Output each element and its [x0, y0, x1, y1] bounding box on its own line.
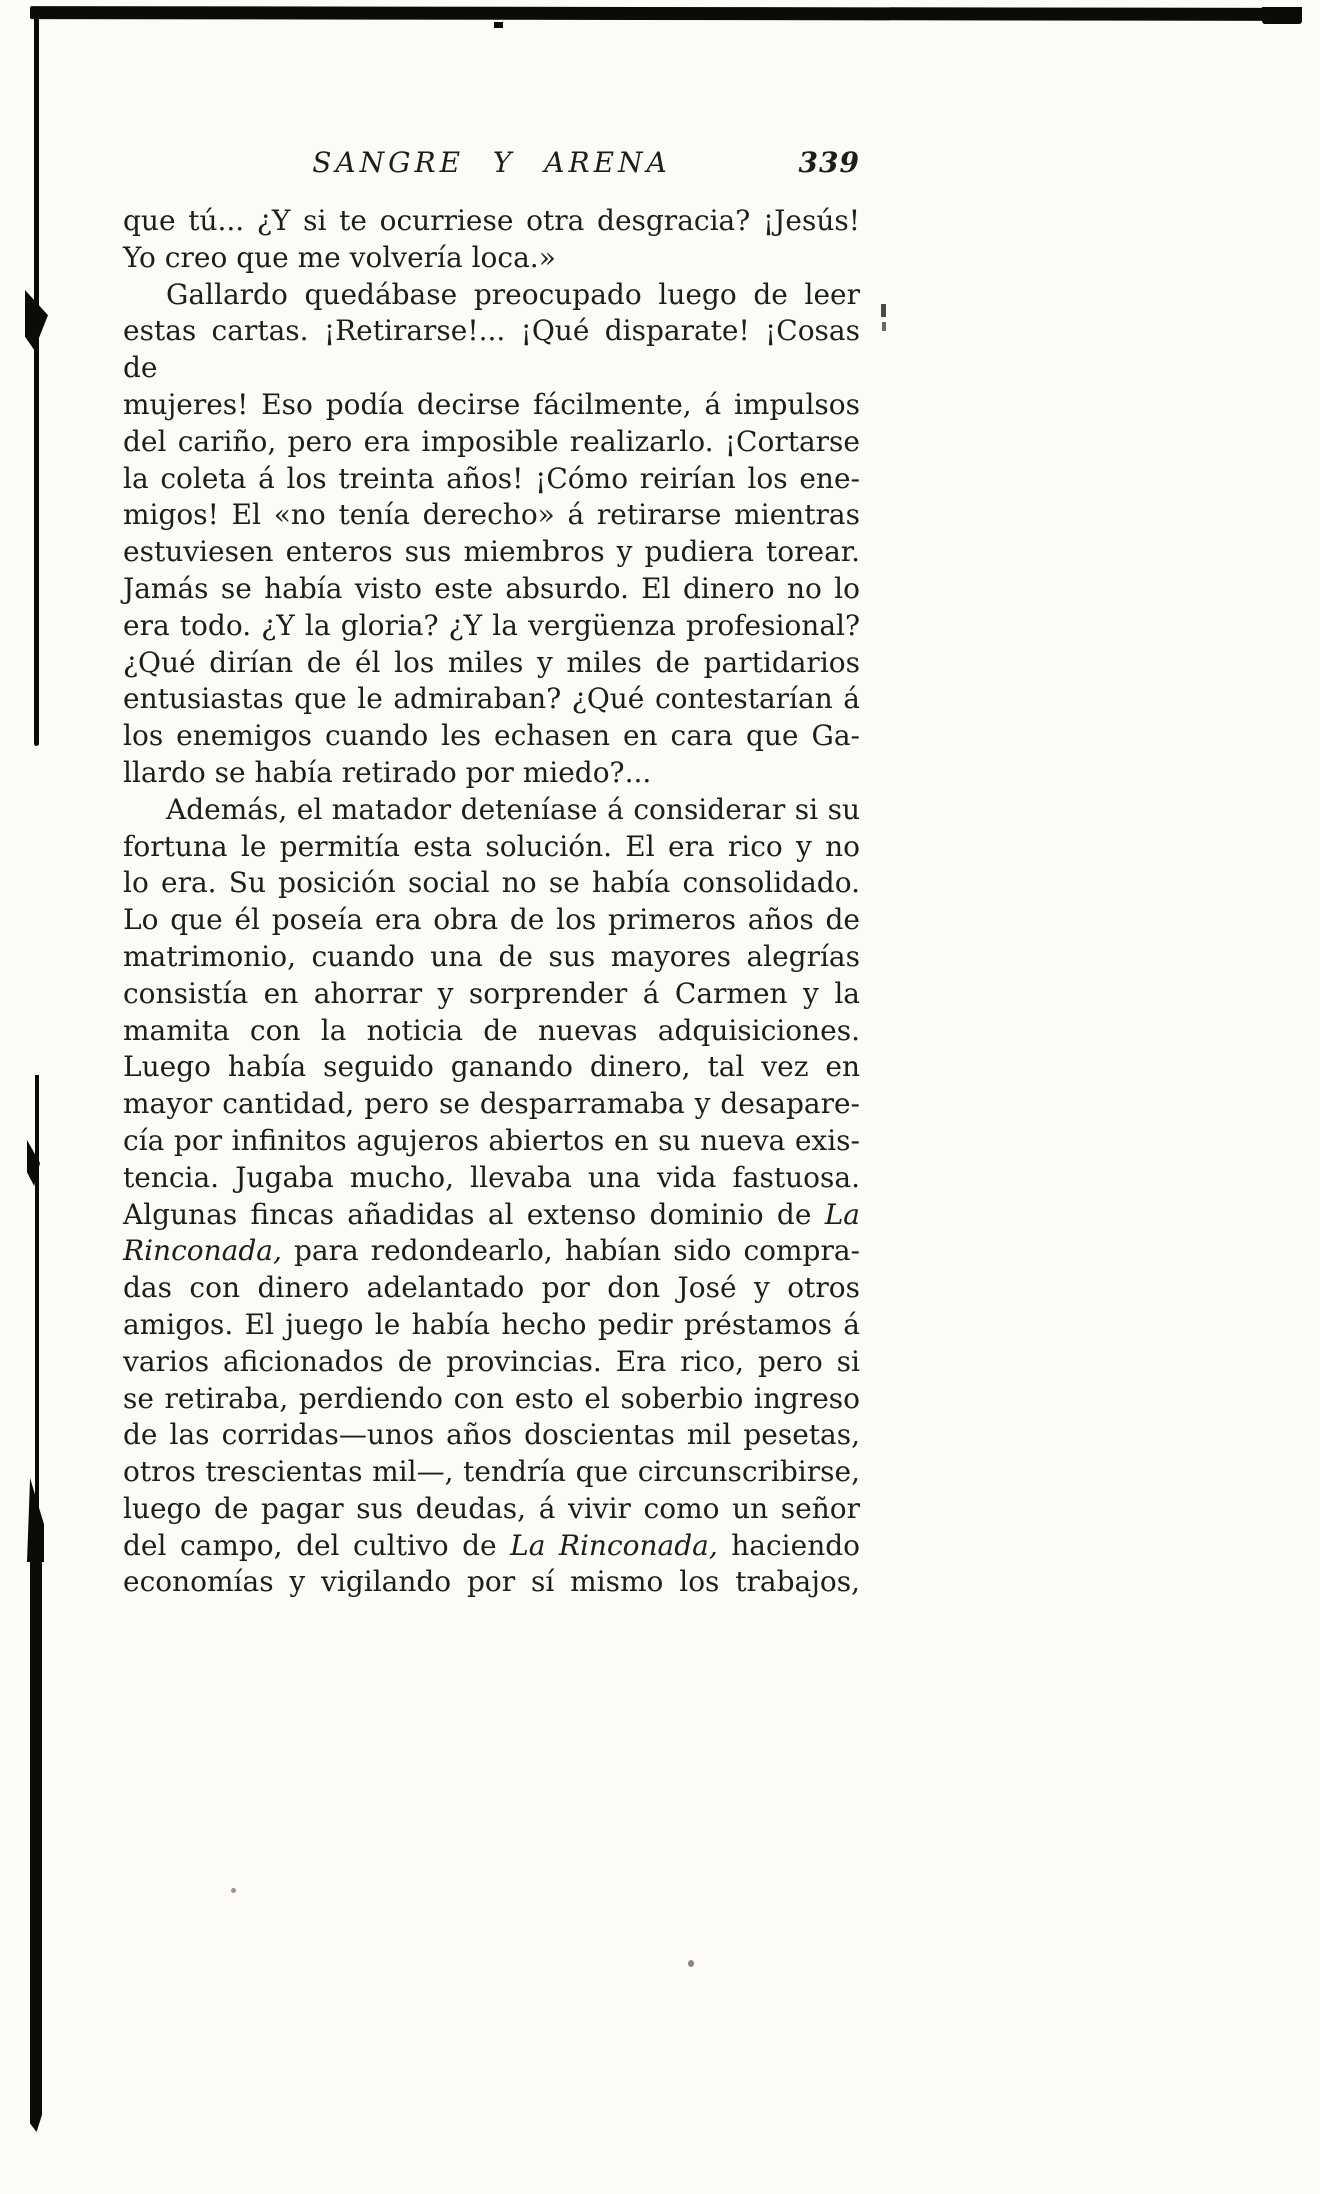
text-line [123, 313, 860, 387]
text-segment: Gallardo quedábase preocupado luego de leer [166, 277, 860, 311]
text-line [123, 1381, 860, 1418]
text-segment: la coleta á los treinta años! ¡Cómo reirían los ene- [123, 461, 860, 495]
text-line [123, 976, 860, 1013]
text-segment: tencia. Jugaba mucho, llevaba una vida fastuosa. [123, 1160, 860, 1194]
text-segment: lo era. Su posición social no se había consolidado. [123, 866, 860, 900]
text-segment: para redondearlo, habían sido compra- [281, 1234, 860, 1268]
text-line [123, 1233, 860, 1270]
text-line [123, 1344, 860, 1381]
text-segment: das con dinero adelantado por don José y otros [123, 1271, 860, 1305]
scan-artifact-top-bar [30, 6, 1302, 21]
text-line [123, 1307, 860, 1344]
text-segment: entusiastas que le admiraban? ¿Qué contestarían á [123, 682, 860, 716]
text-line [123, 939, 860, 976]
text-segment: mujeres! Eso podía decirse fácilmente, á impulsos [123, 387, 860, 421]
text-segment: economías y vigilando por sí mismo los trabajos, [123, 1565, 860, 1599]
text-line [123, 1417, 860, 1454]
scan-artifact-top-notch [494, 22, 503, 28]
text-segment: otros trescientas mil—, tendría que circunscribirse, [123, 1455, 860, 1489]
text-line [123, 865, 860, 902]
text-line [123, 792, 860, 829]
text-line [123, 718, 860, 755]
text-line [123, 1197, 860, 1234]
italic-text: La Rinconada, [510, 1528, 718, 1562]
text-segment: del campo, del cultivo de [123, 1528, 511, 1562]
text-segment: mayor cantidad, pero se desparramaba y desapare- [123, 1087, 860, 1121]
text-line [123, 277, 860, 314]
text-line [123, 424, 860, 461]
text-segment: fortuna le permitía esta solución. El era rico y no [123, 829, 860, 863]
text-segment: de las corridas—unos años doscientas mil pesetas, [123, 1418, 860, 1452]
text-segment: que tú... ¿Y si te ocurriese otra desgracia? ¡Jesús! [123, 204, 860, 237]
text-line [123, 681, 860, 718]
scan-speck-bottom-1 [688, 1960, 694, 1967]
text-line [123, 645, 860, 682]
text-line [123, 755, 860, 792]
italic-text: Rinconada, [123, 1234, 282, 1268]
text-segment: consistía en ahorrar y sorprender á Carmen y la [123, 976, 860, 1010]
text-line [123, 1049, 860, 1086]
text-segment: cía por infinitos agujeros abiertos en su nueva exis- [123, 1123, 860, 1157]
text-segment: estuviesen enteros sus miembros y pudiera torear. [123, 535, 860, 569]
text-line [123, 1013, 860, 1050]
text-segment: haciendo [717, 1528, 861, 1562]
text-segment: varios aficionados de provincias. Era rico, pero si [123, 1344, 860, 1378]
scan-speck-right-margin-1 [881, 304, 886, 317]
page-number: 339 [798, 146, 860, 179]
text-segment: matrimonio, cuando una de sus mayores alegrías [123, 939, 860, 973]
text-segment: mamita con la noticia de nuevas adquisiciones. [123, 1013, 860, 1047]
text-line [123, 1491, 860, 1528]
text-column [123, 146, 860, 1601]
text-line [123, 497, 860, 534]
scan-artifact-left-bar-lower [30, 1556, 42, 2132]
text-line [123, 571, 860, 608]
text-segment: Algunas fincas añadidas al extenso dominio de [123, 1197, 825, 1231]
text-segment: los enemigos cuando les echasen en cara que Ga- [123, 719, 860, 753]
text-line [123, 608, 860, 645]
page-header [123, 146, 860, 182]
scan-artifact-left-line-upper [34, 16, 39, 746]
text-segment: estas cartas. ¡Retirarse!... ¡Qué disparate! ¡Cosas de [123, 314, 860, 385]
text-segment: Lo que él poseía era obra de los primeros años de [123, 903, 860, 937]
text-line [123, 240, 860, 277]
text-block [123, 203, 860, 1601]
scan-artifact-top-bar-cap [1262, 7, 1302, 24]
text-segment: Luego había seguido ganando dinero, tal vez en [123, 1050, 860, 1084]
text-segment: Además, el matador deteníase á considerar si su [166, 792, 860, 826]
italic-text: La [824, 1197, 860, 1231]
text-line [123, 1454, 860, 1491]
text-line [123, 1086, 860, 1123]
scan-speck-right-margin-2 [882, 322, 886, 331]
text-line [123, 1270, 860, 1307]
text-segment: llardo se había retirado por miedo?... [123, 755, 652, 789]
text-segment: se retiraba, perdiendo con esto el soberbio ingreso [123, 1381, 860, 1415]
running-title: SANGRE Y ARENA [312, 146, 671, 179]
text-segment: Yo creo que me volvería loca.» [123, 240, 556, 274]
text-line [123, 829, 860, 866]
text-segment: migos! El «no tenía derecho» á retirarse mientras [123, 498, 860, 532]
text-line [123, 1160, 860, 1197]
text-line [123, 461, 860, 498]
scan-artifact-left-line-middle [35, 1075, 39, 1515]
text-line [123, 1528, 860, 1565]
scan-speck-bottom-2 [231, 1888, 236, 1893]
text-segment: ¿Qué dirían de él los miles y miles de partidarios [123, 645, 860, 679]
text-line [123, 1564, 860, 1601]
text-line [123, 1123, 860, 1160]
text-line [123, 902, 860, 939]
text-segment: luego de pagar sus deudas, á vivir como un señor [123, 1491, 860, 1525]
text-line [123, 387, 860, 424]
text-segment: Jamás se había visto este absurdo. El dinero no lo [123, 571, 860, 605]
text-segment: del cariño, pero era imposible realizarlo. ¡Cortarse [123, 424, 860, 458]
text-line [123, 534, 860, 571]
text-segment: amigos. El juego le había hecho pedir préstamos á [123, 1307, 860, 1341]
text-line [123, 203, 860, 240]
text-segment: era todo. ¿Y la gloria? ¿Y la vergüenza profesional? [123, 608, 860, 642]
